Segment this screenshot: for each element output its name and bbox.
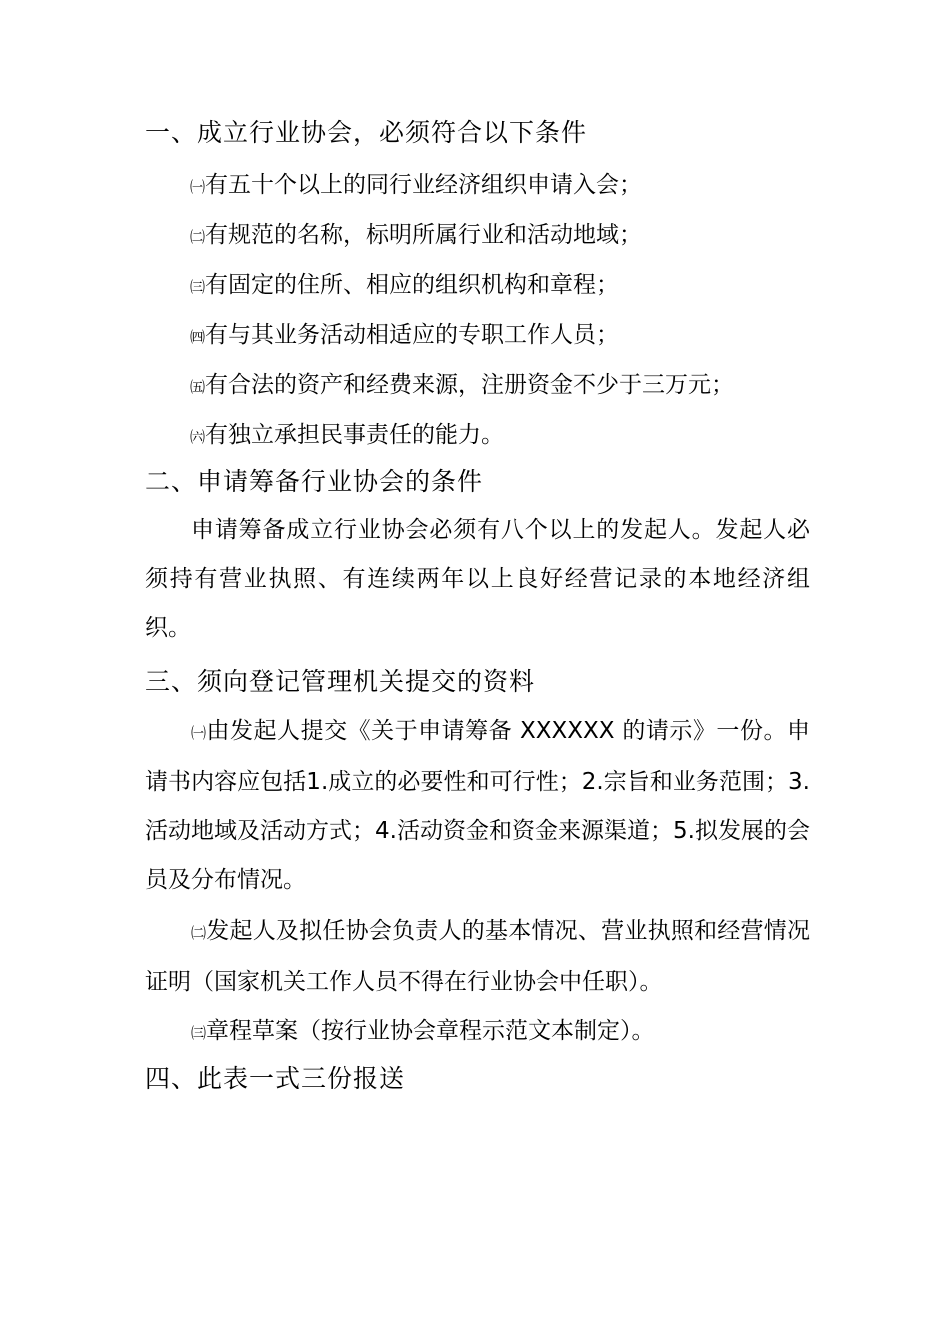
item-marker: ㈠ [191,724,207,742]
paragraph-text: 由发起人提交《关于申请筹备 XXXXXX 的请示》一份。申请书内容应包括1.成立的必要性和可行性；2.宗旨和业务范围；3.活动地域及活动方式；4.活动资金和资金来源渠道；5.拟发展的会员及分布情况。 [145,718,810,893]
item-text: 有规范的名称，标明所属行业和活动地域； [205,222,643,248]
item-marker: ㈠ [190,178,206,196]
material-paragraph-2 [145,907,810,1007]
condition-item-3 [190,270,619,302]
item-marker: ㈢ [190,278,206,296]
item-marker: ㈢ [191,1024,207,1042]
item-marker: ㈣ [190,328,206,346]
condition-item-5 [190,370,734,402]
item-text: 有合法的资产和经费来源，注册资金不少于三万元； [205,372,735,398]
material-paragraph-1 [145,707,810,905]
material-paragraph-3 [145,1007,810,1058]
item-text: 有与其业务活动相适应的专职工作人员； [205,322,620,348]
section-3-heading: 三、须向登记管理机关提交的资料 [145,667,536,696]
section-2-heading: 二、申请筹备行业协会的条件 [145,467,484,496]
paragraph-text: 章程草案（按行业协会章程示范文本制定）。 [206,1018,655,1044]
section-2-paragraph: 申请筹备成立行业协会必须有八个以上的发起人。发起人必须持有营业执照、有连续两年以上良好经营记录的本地经济组织。 [145,517,810,641]
item-text: 有独立承担民事责任的能力。 [205,422,505,448]
section-4-heading: 四、此表一式三份报送 [145,1064,406,1093]
condition-item-4 [190,320,619,352]
item-marker: ㈡ [191,924,207,942]
item-text: 有五十个以上的同行业经济组织申请入会； [205,172,643,198]
item-marker: ㈥ [190,428,206,446]
paragraph-text: 发起人及拟任协会负责人的基本情况、营业执照和经营情况证明（国家机关工作人员不得在行业协会中任职）。 [145,918,810,995]
condition-item-6 [190,420,504,452]
item-text: 有固定的住所、相应的组织机构和章程； [205,272,620,298]
section-1-heading: 一、成立行业协会，必须符合以下条件 [145,118,588,147]
condition-item-1 [190,170,642,202]
item-marker: ㈤ [190,378,206,396]
item-marker: ㈡ [190,228,206,246]
condition-item-2 [190,220,642,252]
